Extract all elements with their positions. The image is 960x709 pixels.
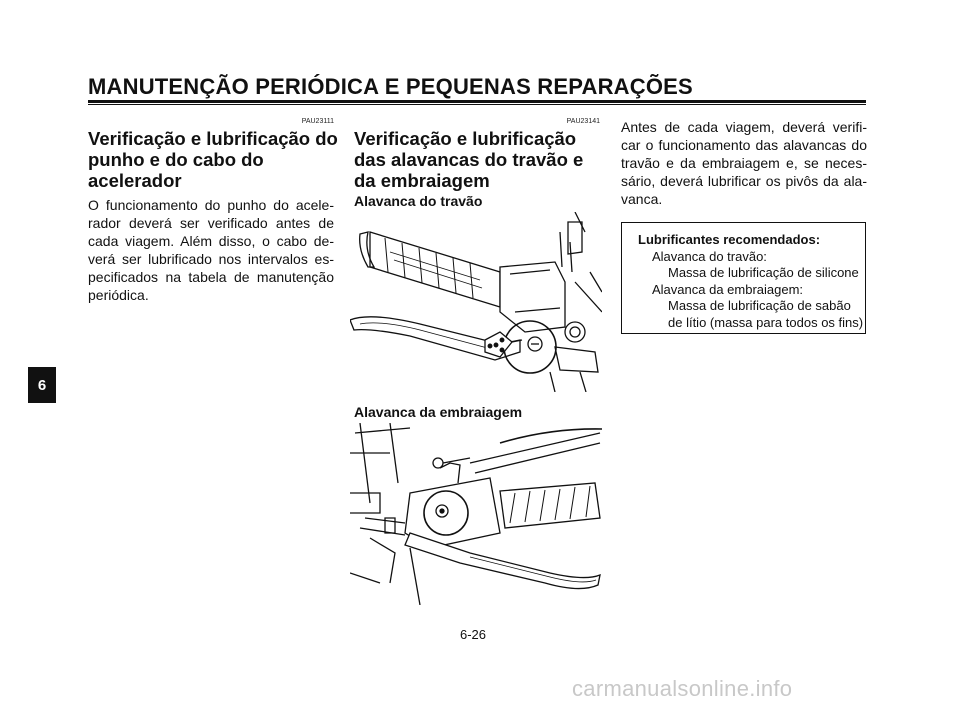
text-line: sário, deverá lubrificar os pivôs da ala-: [621, 173, 867, 189]
text-line: O funcionamento do punho do acele-: [88, 197, 334, 213]
brake-lever-illustration: [350, 212, 602, 392]
text-line: car o funcionamento das alavancas do: [621, 137, 867, 153]
watermark: carmanualsonline.info: [572, 676, 793, 701]
body-paragraph: [88, 196, 334, 304]
box-item-clutch: Alavanca da embraiagem:: [652, 281, 804, 297]
box-lubricant-clutch: de lítio (massa para todos os fins): [668, 314, 864, 330]
title-rule-thin: [88, 104, 866, 105]
box-lubricant-brake: Massa de lubrificação de silicone: [668, 265, 859, 280]
recommended-lubricants-box: [621, 222, 866, 334]
section-heading: [354, 128, 614, 191]
heading-line: da embraiagem: [354, 170, 490, 191]
heading-line: Verificação e lubrificação do: [88, 128, 338, 149]
section-heading: [88, 128, 348, 191]
page-number: 6-26: [460, 627, 487, 642]
text-line: verá ser lubrificado nos intervalos es-: [88, 251, 334, 267]
heading-line: punho e do cabo do: [88, 149, 264, 170]
text-line: periódica.: [88, 287, 149, 303]
heading-line: das alavancas do travão e: [354, 149, 584, 170]
text-line: travão e da embraiagem e, se neces-: [621, 155, 867, 171]
clutch-lever-illustration: [350, 423, 602, 605]
brake-lever-label: Alavanca do travão: [354, 193, 483, 209]
heading-line: Verificação e lubrificação: [354, 128, 577, 149]
chapter-tab[interactable]: 6: [28, 367, 56, 403]
box-item-brake: Alavanca do travão:: [652, 248, 767, 264]
text-line: Antes de cada viagem, deverá verifi-: [621, 119, 867, 135]
body-paragraph: [621, 118, 867, 208]
section-code: PAU23141: [566, 118, 600, 125]
box-lubricant-clutch: Massa de lubrificação de sabão: [668, 298, 851, 313]
heading-line: acelerador: [88, 170, 182, 191]
title-rule: [88, 100, 866, 103]
text-line: pecificados na tabela de manutenção: [88, 269, 334, 285]
clutch-lever-label: Alavanca da embraiagem: [354, 404, 523, 420]
box-title: Lubrificantes recomendados:: [638, 232, 821, 247]
section-title: MANUTENÇÃO PERIÓDICA E PEQUENAS REPARAÇÕES: [88, 74, 693, 99]
text-line: rador deverá ser verificado antes de: [88, 215, 334, 231]
text-line: vanca.: [621, 191, 663, 207]
section-code: PAU23111: [301, 118, 334, 125]
text-line: cada viagem. Além disso, o cabo de-: [88, 233, 334, 249]
